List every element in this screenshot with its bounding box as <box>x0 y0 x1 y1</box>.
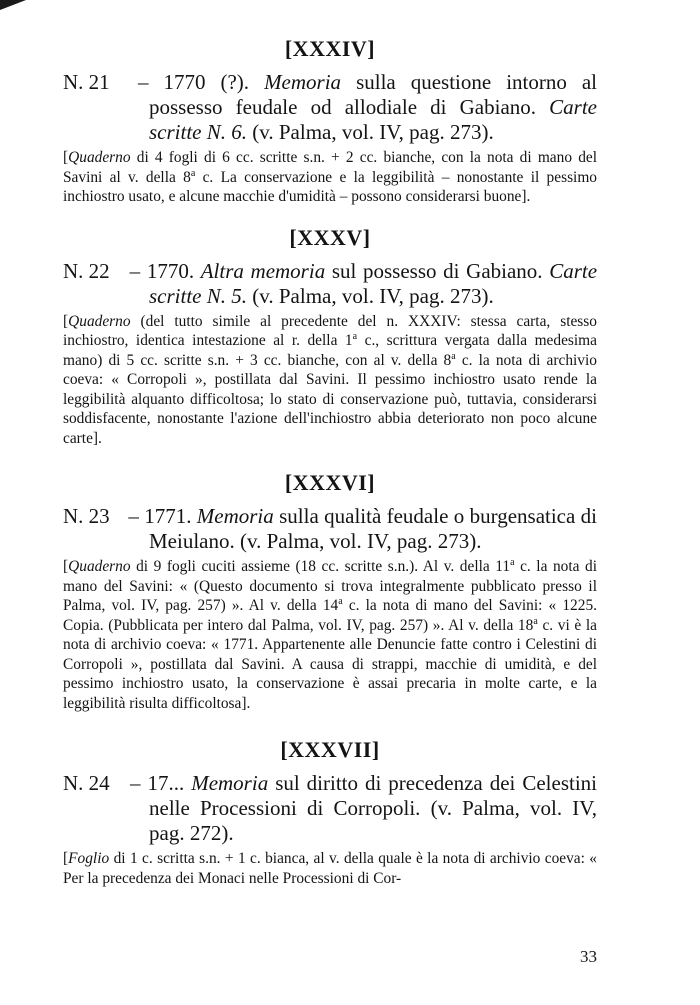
entry-kind: Memoria <box>196 504 274 528</box>
entry-date: 1770. <box>146 258 195 283</box>
entry-number: N. 22 <box>63 258 110 283</box>
document-page <box>63 34 597 888</box>
entry-subject: sul diritto di precedenza dei Celestini nelle Processioni di Corropoli. <box>149 771 598 820</box>
page-number: 33 <box>580 947 597 966</box>
entry-number: N. 23 <box>63 504 110 528</box>
entry-reference: (v. Palma, vol. IV, pag. 273). <box>252 120 494 144</box>
entry-title: N. 24 – 17... Memoria sul diritto di precedenza dei Celestini nelle Processioni di Corropoli. (v. Palma, vol. IV, pag. 272). <box>63 771 598 845</box>
entry-title: N. 22 – 1770. Altra memoria sul possesso di Gabiano. Carte scritte N. 5. (v. Palma, vol. IV, pag. 273). <box>63 258 598 308</box>
entry-subject: sulla questione intorno al possesso feudale od allodiale di Gabiano. <box>149 70 598 119</box>
entry-title: N. 23 – 1771. Memoria sulla qualità feudale o burgensatica di Meiulano. (v. Palma, vol. IV, pag. 273). <box>63 504 598 553</box>
section-heading: [XXXV] <box>289 224 371 250</box>
entry-date: 1771. <box>144 504 192 528</box>
entry-description: [Quaderno (del tutto simile al precedente del n. XXXIV: stessa carta, stesso inchiostro, identica intestazione al r. della 1$^a$ c., scrittura vergata dalla medesima mano) di 5 cc. scritte s.n. + 3 cc. bianche, con al v. della 8$^a$ c. la nota di archivio coeva: « Corropoli », postillata dal Savini. Il pessimo inchiostro usato rende la leggibilità alquanto difficoltosa; lo stato di conservazione può, tuttavia, considerarsi soddisfacente, nonostante l'azione dell'inchiostro abbia deteriorato non poco alcune carte]. <box>63 312 597 447</box>
entry-date: 1770 (?). <box>163 70 250 94</box>
entry-reference: (v. Palma, vol. IV, pag. 272). <box>149 796 597 845</box>
section-heading: [XXXIV] <box>284 36 376 61</box>
entry-reference: (v. Palma, vol. IV, pag. 273). <box>239 529 482 553</box>
entry-description: [Quaderno di 9 fogli cuciti assieme (18 cc. scritte s.n.). Al v. della 11$^a$ c. la nota di mano del Savini: « (Questo documento si trova integralmente pubblicato presso il Palma, vol. IV, pag. 257) ». Al v. della 14$^a$ c. la nota di mano del Savini: « 1225. Copia. (Pubblicata per intero dal Palma, vol. IV, pag. 257) ». Al v. della 18$^a$ c. vi è la nota di archivio coeva: « 1771. Appartenente alle Denuncie fatte contro i Celestini di Corropoli », postillata dal Savini. A causa di strappi, macchie di umidità, e del pessimo inchiostro usato, la conservazione è assai precaria in molte carte, e la leggibilità risulta difficoltosa]. <box>63 556 597 712</box>
entry-subject: sulla qualità feudale o burgensatica di Meiulano. <box>149 504 598 553</box>
entry-kind: Memoria <box>264 70 342 94</box>
entry-title: N. 21 – 1770 (?). Memoria sulla questione intorno al possesso feudale od allodiale di Gabiano. Carte scritte N. 6. (v. Palma, vol. IV, pag. 273). <box>63 70 598 144</box>
entry-number: N. 24 <box>63 771 110 795</box>
catalog-section <box>63 223 597 449</box>
entry-kind: Altra memoria <box>200 258 326 283</box>
entry-reference: (v. Palma, vol. IV, pag. 273). <box>252 283 494 308</box>
scan-corner-mark <box>0 0 26 10</box>
section-heading: [XXXVI] <box>284 470 376 495</box>
entry-number: N. 21 <box>63 70 110 94</box>
catalog-section <box>63 735 597 888</box>
entry-carte: Carte scritte N. 5. <box>149 258 598 308</box>
entry-description: [Quaderno di 4 fogli di 6 cc. scritte s.n. + 2 cc. bianche, con la nota di mano del Savini al v. della 8$^a$ c. La conservazione e la leggibilità – nonostante il pessimo inchiostro usato, e alcune macchie d'umidità – possono considerarsi buone]. <box>63 149 598 205</box>
entry-carte: Carte scritte N. 6. <box>149 95 598 144</box>
entry-subject: sul possesso di Gabiano. <box>331 258 543 283</box>
entry-date: 17... <box>147 771 185 795</box>
catalog-section <box>63 468 597 713</box>
section-heading: [XXXVII] <box>280 737 380 762</box>
catalog-section <box>63 34 597 207</box>
entry-description: [Foglio di 1 c. scritta s.n. + 1 c. bianca, al v. della quale è la nota di archivio coeva: « Per la precedenza dei Monaci nelle Processioni di Cor- <box>63 850 597 887</box>
entry-kind: Memoria <box>191 771 269 795</box>
